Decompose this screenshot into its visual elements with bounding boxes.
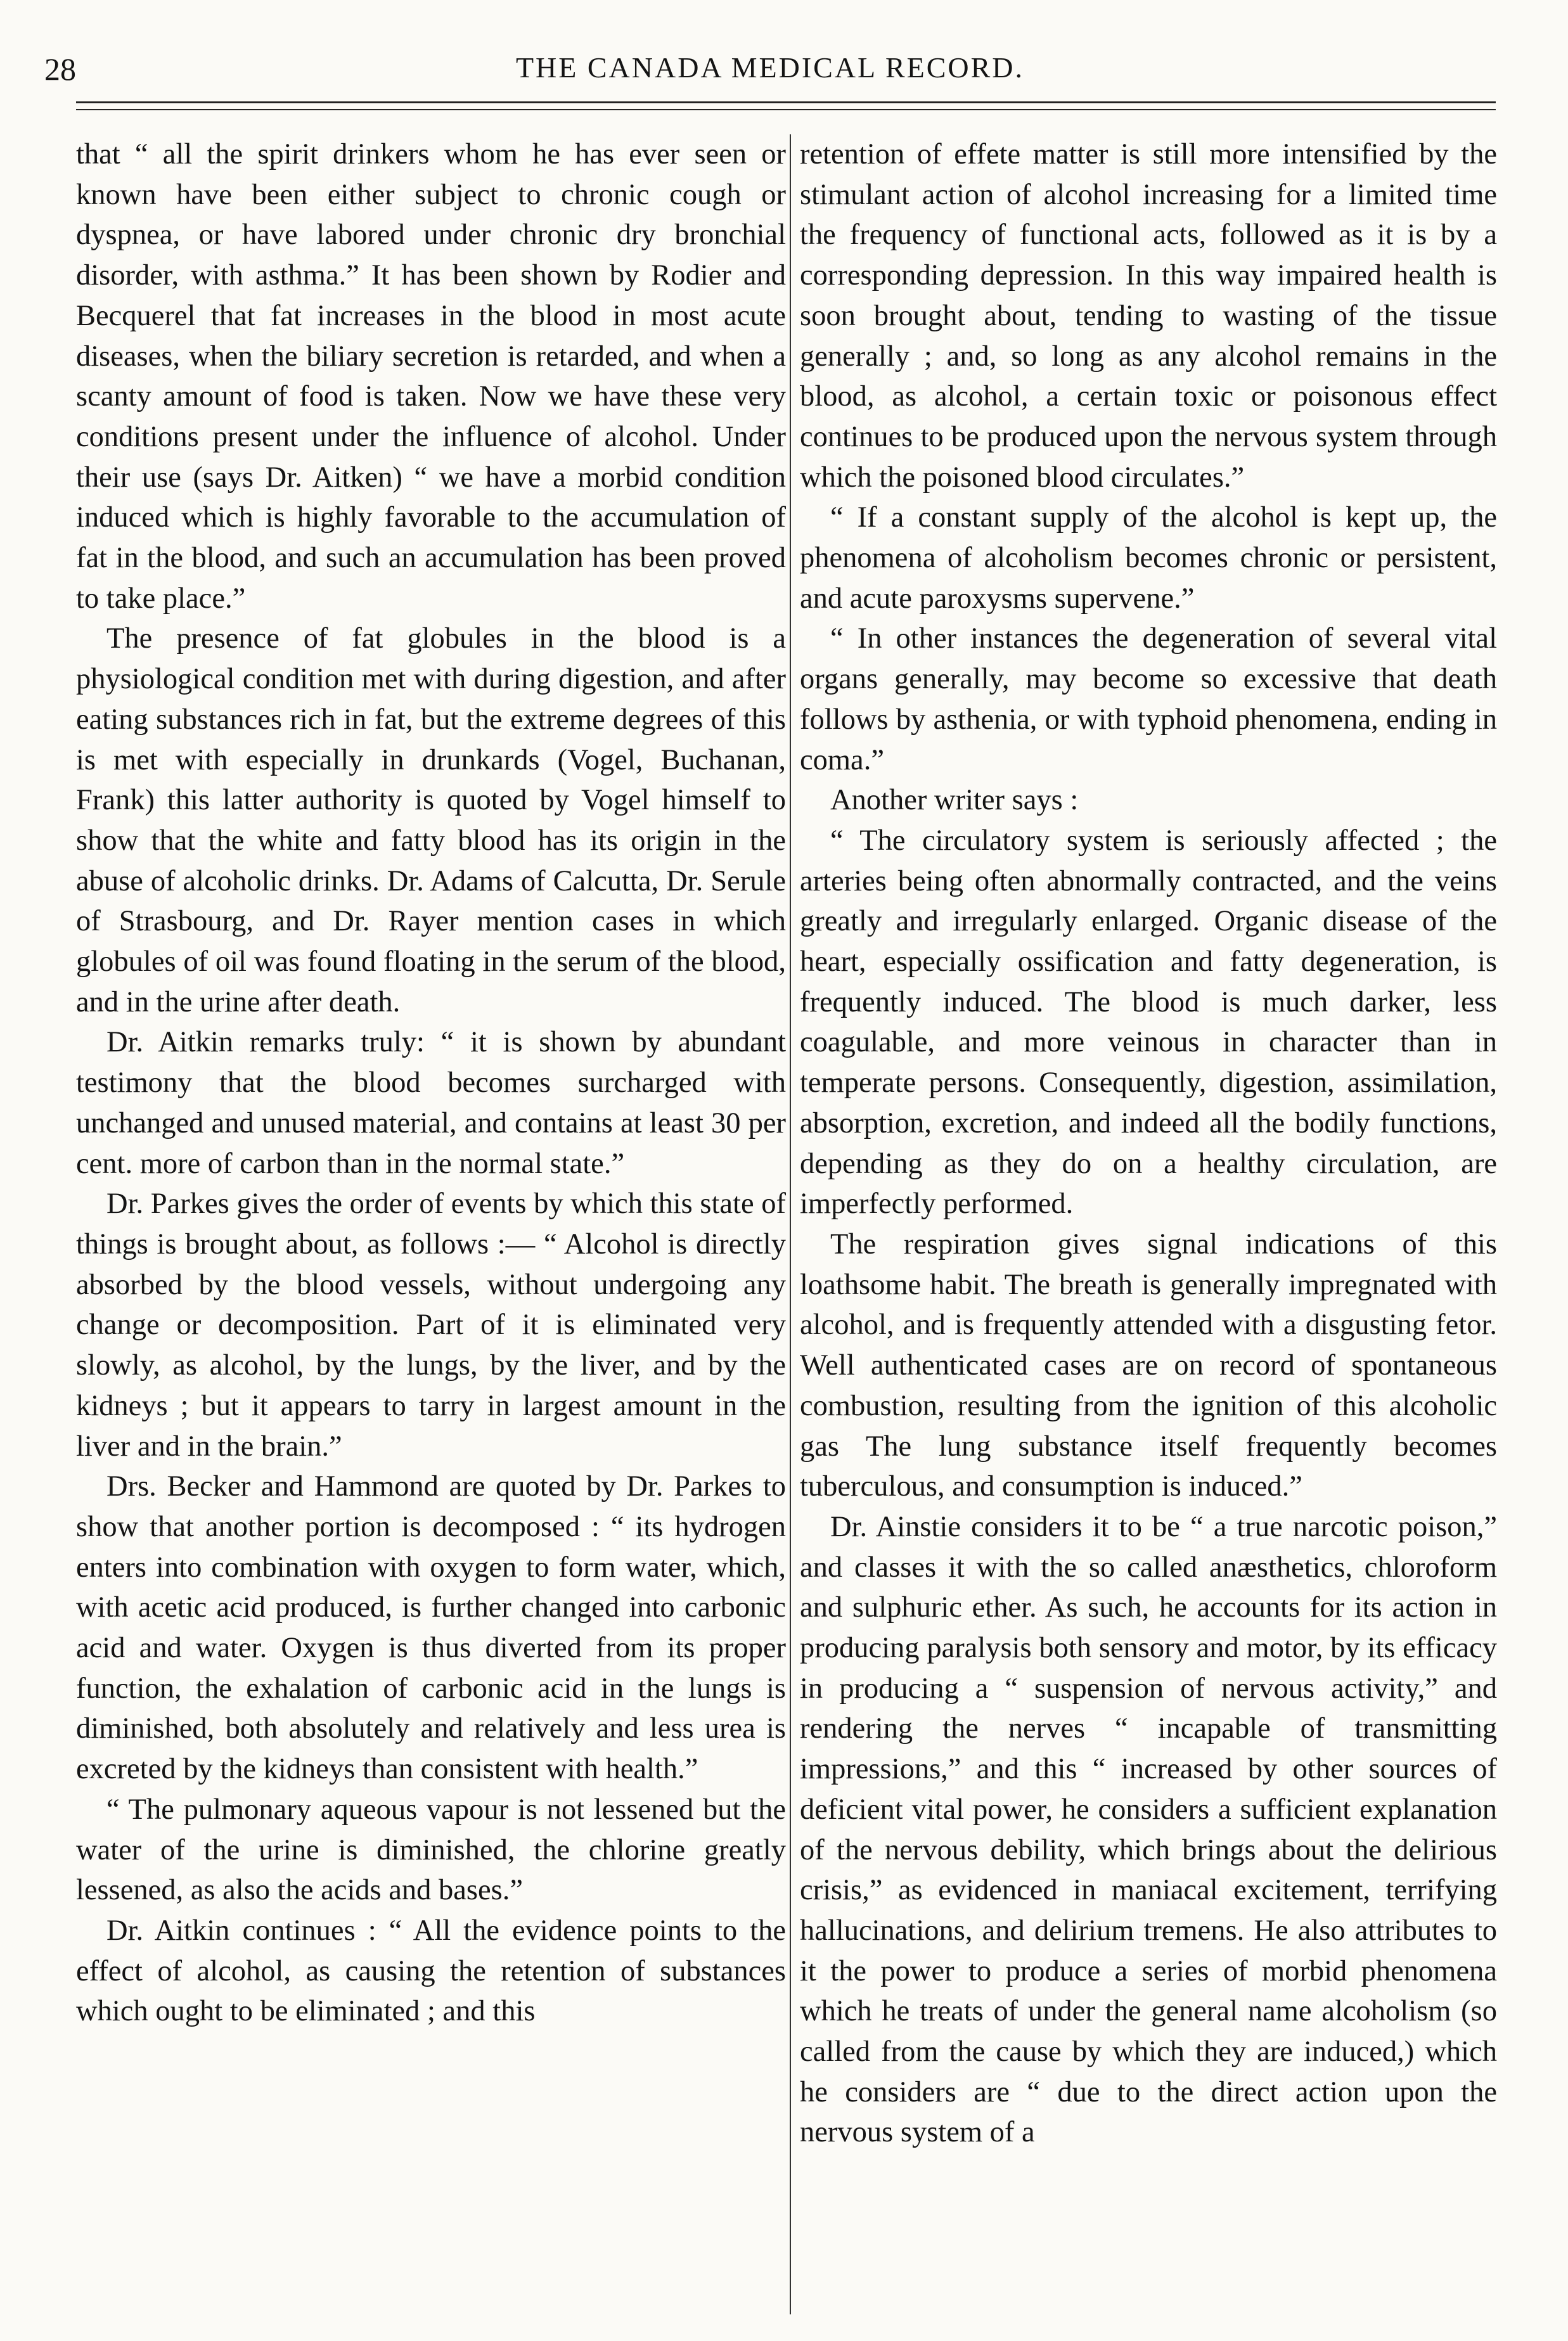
running-title: THE CANADA MEDICAL RECORD. — [515, 51, 1025, 84]
paragraph: Drs. Becker and Hammond are quoted by Dr. Parkes to show that another portion is decomposed : “ its hydrogen enters into combination with oxygen to form water, which, with acetic acid produced, is further changed into carbonic acid and water. Oxygen is thus diverted from its proper function, the exhalation of carbonic acid in the lungs is diminished, both absolutely and relatively and less urea is excreted by the kidneys than consistent with health.” — [76, 1470, 786, 1786]
column-divider — [790, 134, 791, 2314]
paragraph: “ The circulatory system is seriously affected ; the arteries being often abnormally contracted, and the veins greatly and irregularly enlarged. Organic disease of the heart, especially ossification and fatty degeneration, is frequently induced. The blood is much darker, less coagulable, and more veinous in character than in temperate persons. Consequently, digestion, assimilation, absorption, excretion, and indeed all the bodily functions, depending as they do on a healthy circulation, are imperfectly performed. — [800, 824, 1497, 1221]
right-column — [800, 134, 1497, 2314]
header-rule — [76, 101, 1496, 103]
paragraph: “ The pulmonary aqueous vapour is not lessened but the water of the urine is diminished, the chlorine greatly lessened, as also the acids and bases.” — [76, 1793, 786, 1907]
page-number: 28 — [44, 51, 76, 87]
paragraph: Dr. Parkes gives the order of events by which this state of things is brought about, as follows :— “ Alcohol is directly absorbed by the blood vessels, without undergoing any change or decomposition. Part of it is eliminated very slowly, as alcohol, by the lungs, by the liver, and by the kidneys ; but it appears to tarry in largest amount in the liver and in the brain.” — [76, 1188, 786, 1463]
paragraph: “ In other instances the degeneration of several vital organs generally, may become so excessive that death follows by asthenia, or with typhoid phenomena, ending in coma.” — [800, 622, 1497, 776]
paragraph: The respiration gives signal indications of this loathsome habit. The breath is generally impregnated with alcohol, and is frequently attended with a disgusting fetor. Well authenticated cases are on record of spontaneous combustion, resulting from the ignition of this alcoholic gas The lung substance itself frequently becomes tuberculous, and consumption is induced.” — [800, 1228, 1497, 1503]
paragraph: The presence of fat globules in the blood is a physiological condition met with during digestion, and after eating substances rich in fat, but the extreme degrees of this is met with especially in drunkards (Vogel, Buchanan, Frank) this latter authority is quoted by Vogel himself to show that the white and fatty blood has its origin in the abuse of alcoholic drinks. Dr. Adams of Calcutta, Dr. Serule of Strasbourg, and Dr. Rayer mention cases in which globules of oil was found floating in the serum of the blood, and in the urine after death. — [76, 622, 786, 1018]
paragraph: “ If a constant supply of the alcohol is kept up, the phenomena of alcoholism becomes chronic or persistent, and acute paroxysms supervene.” — [800, 501, 1497, 615]
paragraph: Dr. Aitkin remarks truly: “ it is shown by abundant testimony that the blood becomes surcharged with unchanged and unused material, and contains at least 30 per cent. more of carbon than in the normal state.” — [76, 1026, 786, 1180]
left-column — [76, 134, 786, 2314]
paragraph: that “ all the spirit drinkers whom he has ever seen or known have been either subject to chronic cough or dyspnea, or have labored under chronic dry bronchial disorder, with asthma.” It has been shown by Rodier and Becquerel that fat increases in the blood in most acute diseases, when the biliary secretion is retarded, and when a scanty amount of food is taken. Now we have these very conditions present under the influence of alcohol. Under their use (says Dr. Aitken) “ we have a morbid condition induced which is highly favorable to the accumulation of fat in the blood, and such an accumulation has been proved to take place.” — [76, 138, 786, 615]
page-header — [44, 51, 1496, 95]
header-rule-secondary — [76, 109, 1496, 110]
paragraph: Dr. Aitkin continues : “ All the evidence points to the effect of alcohol, as causing the retention of substances which ought to be eliminated ; and this — [76, 1914, 786, 2028]
paragraph: retention of effete matter is still more intensified by the stimulant action of alcohol increasing for a limited time the frequency of functional acts, followed as it is by a corresponding depression. In this way impaired health is soon brought about, tending to wasting of the tissue generally ; and, so long as any alcohol remains in the blood, as alcohol, a certain toxic or poisonous effect continues to be produced upon the nervous system through which the poisoned blood circulates.” — [800, 138, 1497, 494]
paragraph: Dr. Ainstie considers it to be “ a true narcotic poison,” and classes it with the so called anæsthetics, chloroform and sulphuric ether. As such, he accounts for its action in producing paralysis both sensory and motor, by its efficacy in producing a “ suspension of nervous activity,” and rendering the nerves “ incapable of transmitting impressions,” and this “ increased by other sources of deficient vital power, he considers a sufficient explanation of the nervous debility, which brings about the delirious crisis,” as evidenced in maniacal excitement, terrifying hallucinations, and delirium tremens. He also attributes to it the power to produce a series of morbid phenomena which he treats of under the general name alcoholism (so called from the cause by which they are induced,) which he considers are “ due to the direct action upon the nervous system of a — [800, 1510, 1497, 2149]
paragraph: Another writer says : — [830, 784, 1079, 817]
